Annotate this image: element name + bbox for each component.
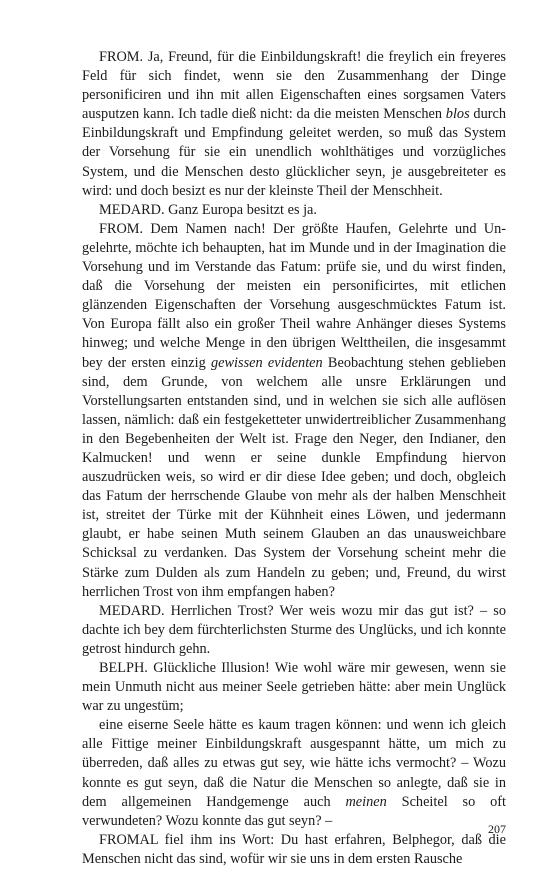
- paragraph-belph-2: eine eiserne Seele hätte es kaum tragen können: und wenn ich gleich alle Fittige meiner Einbildungskraft ausgespannt hätte, um mich zu überreden, daß alles zu etwas gut sey, wie hätte ichs vermocht? – Wozu konnte es gut seyn, daß die Natur die Menschen so anlegte, daß sie in dem allgemeinen Handgemenge auch meinen Scheitel so oft verwundeten? Wozu konnte das gut seyn? –: [82, 717, 506, 829]
- paragraph-belph-1: BELPH. Glückliche Illusion! Wie wohl wäre mir gewesen, wenn sie mein Unmuth nicht aus meiner Seele getrieben hätte: aber mein Unglück war zu ungestüm;: [82, 660, 506, 715]
- page-body: [82, 48, 506, 869]
- paragraph-from-2: FROM. Dem Namen nach! Der größte Haufen, Gelehrte und Ungelehrte, möchte ich behaupten, hat im Munde und in der Imagination die Vorsehung und im Verstande das Fatum: prüfe sie, und du wirst finden, daß die Vorsehung der meisten ein personificirtes, mit etlichen glänzenden Eigenschaften der Vorsehung ausgeschmücktes Fatum ist. Von Europa fällt also ein großer Theil wahre Anhänger dieses Systems hinweg; und welche Menge in den übrigen Welttheilen, die insgesammt bey der ersten einzig gewissen evidenten Beobachtung stehen geblieben sind, dem Grunde, von welchem alle unsre Erklärungen und Vorstellungsarten entstanden sind, und in welchen sie sich alle auflösen lassen, nämlich: daß ein festgeketteter unwidertreiblicher Zusammenhang in den Begebenheiten der Welt ist. Frage den Neger, den Indianer, den Kalmucken! und wenn er seine dunkle Empfindung hiervon auszudrücken weis, so wird er dir diese Idee geben; und doch, obgleich das Fatum der herrschende Glaube von mehr als der halben Menschheit ist, streitet der Türke mit der Kühnheit eines Löwen, und jedermann glaubt, er habe seinen Muth seinem Glauben an das unausweichbare Schicksal zu verdanken. Das System der Vorsehung scheint mehr die Stärke zum Dulden als zum Handeln zu geben; und, Freund, du wirst herrlichen Trost von ihm empfangen haben?: [82, 220, 506, 600]
- paragraph-from-1: FROM. Ja, Freund, für die Einbildungskraft! die freylich ein freyeres Feld für sich findet, wenn sie den Zusammenhang der Dinge personificiren und ihn mit allen Eigenschaften eines sorgsamen Vaters ausputzen kann. Ich tadle dieß nicht: da die meisten Menschen blos durch Einbildungskraft und Empfindung geleitet werden, so muß das System der Vorsehung für sie ein unendlich wohlthätiges und vorzügliches System, und die Menschen desto glücklicher seyn, je ausgebreiteter es wird: und doch besizt es nur der kleinste Theil der Menschheit.: [82, 49, 506, 199]
- paragraph-medard-2: MEDARD. Herrlichen Trost? Wer weis wozu mir das gut ist? – so dachte ich bey dem fürchterlichsten Sturme des Unglücks, und ich konnte getrost hindurch gehn.: [82, 602, 506, 657]
- paragraph-medard-1: MEDARD. Ganz Europa besitzt es ja.: [99, 201, 317, 218]
- paragraph-fromal-1: FROMAL fiel ihm ins Wort: Du hast erfahren, Belphegor, daß die Menschen nicht das sind, wofür wir sie uns in dem ersten Rausche: [82, 831, 506, 867]
- page-number: 207: [488, 822, 506, 836]
